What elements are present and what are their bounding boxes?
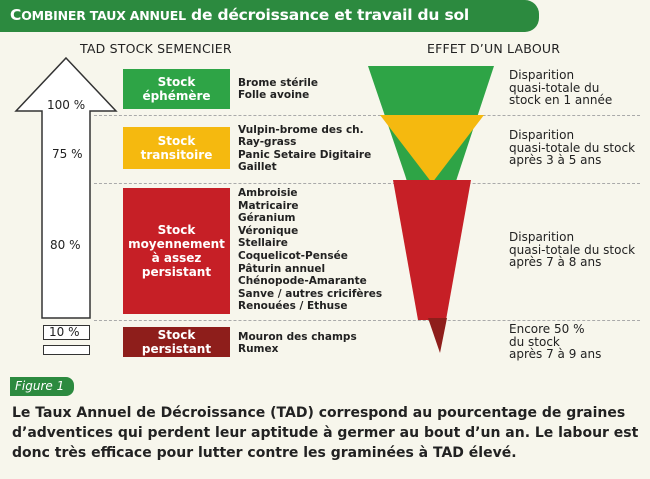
stock-ephemere-block: Stock éphémère (123, 69, 230, 109)
species-list-transitoire (238, 124, 371, 173)
species-list-ephemere (238, 77, 318, 102)
species-item: Véronique (238, 224, 299, 237)
effect-persistant: Encore 50 % du stock après 7 à 9 ans (509, 322, 602, 361)
page-title: COMBINER TAUX ANNUEL de décroissance et travail du sol (10, 6, 470, 24)
effect-ephemere: Disparition quasi-totale du stock en 1 année (509, 68, 613, 107)
stock-transitoire-block: Stock transitoire (123, 127, 230, 169)
percent-label-75: 75 % (52, 147, 83, 161)
species-item: Vulpin-brome des ch. (238, 124, 364, 136)
left-column-heading: TAD STOCK SEMENCIER (80, 41, 232, 56)
stock-moyennement-persistant-block: Stock moyennement à assez persistant (123, 188, 230, 314)
species-item: Ambroisie (238, 187, 298, 199)
percent-box-empty (43, 345, 90, 355)
figure-caption: Le Taux Annuel de Décroissance (TAD) correspond au pourcentage de graines d’adventices qui perdent leur aptitude à germer au bout d’un an. Le labour est donc très efficace pour lutter contre les graminées à TAD élevé. (12, 405, 639, 461)
figure-label: Figure 1 (10, 377, 74, 396)
species-item: Renouées / Ethuse (238, 300, 348, 313)
species-item: Sanve / autres cricifères (238, 287, 383, 300)
species-item: Stellaire (238, 237, 288, 250)
species-item: Coquelicot-Pensée (238, 249, 348, 262)
species-item: Chénopode-Amarante (238, 275, 367, 288)
species-item: Brome stérile (238, 77, 319, 89)
percent-label-100: 100 % (47, 98, 86, 112)
species-list-persistant (238, 331, 357, 356)
percent-label-10: 10 % (49, 325, 80, 339)
effect-transitoire: Disparition quasi-totale du stock après 3 à 5 ans (509, 128, 636, 167)
right-column-heading: EFFET D’UN LABOUR (427, 41, 561, 56)
tad-arrow (0, 0, 120, 370)
species-item: Gaillet (238, 160, 277, 173)
species-item: Matricaire (238, 199, 299, 212)
species-item: Pâturin annuel (238, 262, 326, 275)
species-item: Panic Setaire Digitaire (238, 148, 372, 161)
stock-persistant-block: Stock persistant (123, 327, 230, 357)
species-item: Ray-grass (238, 136, 297, 149)
effect-moyennement-persistant: Disparition quasi-totale du stock après 7 à 8 ans (509, 230, 636, 269)
triangle-red-band (393, 180, 471, 320)
labour-effect-triangle (360, 60, 510, 360)
percent-label-80: 80 % (50, 238, 81, 252)
triangle-yellow-band (380, 115, 484, 183)
species-item: Mouron des champs (238, 331, 357, 343)
triangle-darkred-tip (428, 318, 447, 353)
species-item: Folle avoine (238, 89, 310, 102)
percent-box-10 (43, 325, 90, 340)
species-item: Rumex (238, 343, 279, 356)
species-item: Géranium (238, 212, 296, 225)
